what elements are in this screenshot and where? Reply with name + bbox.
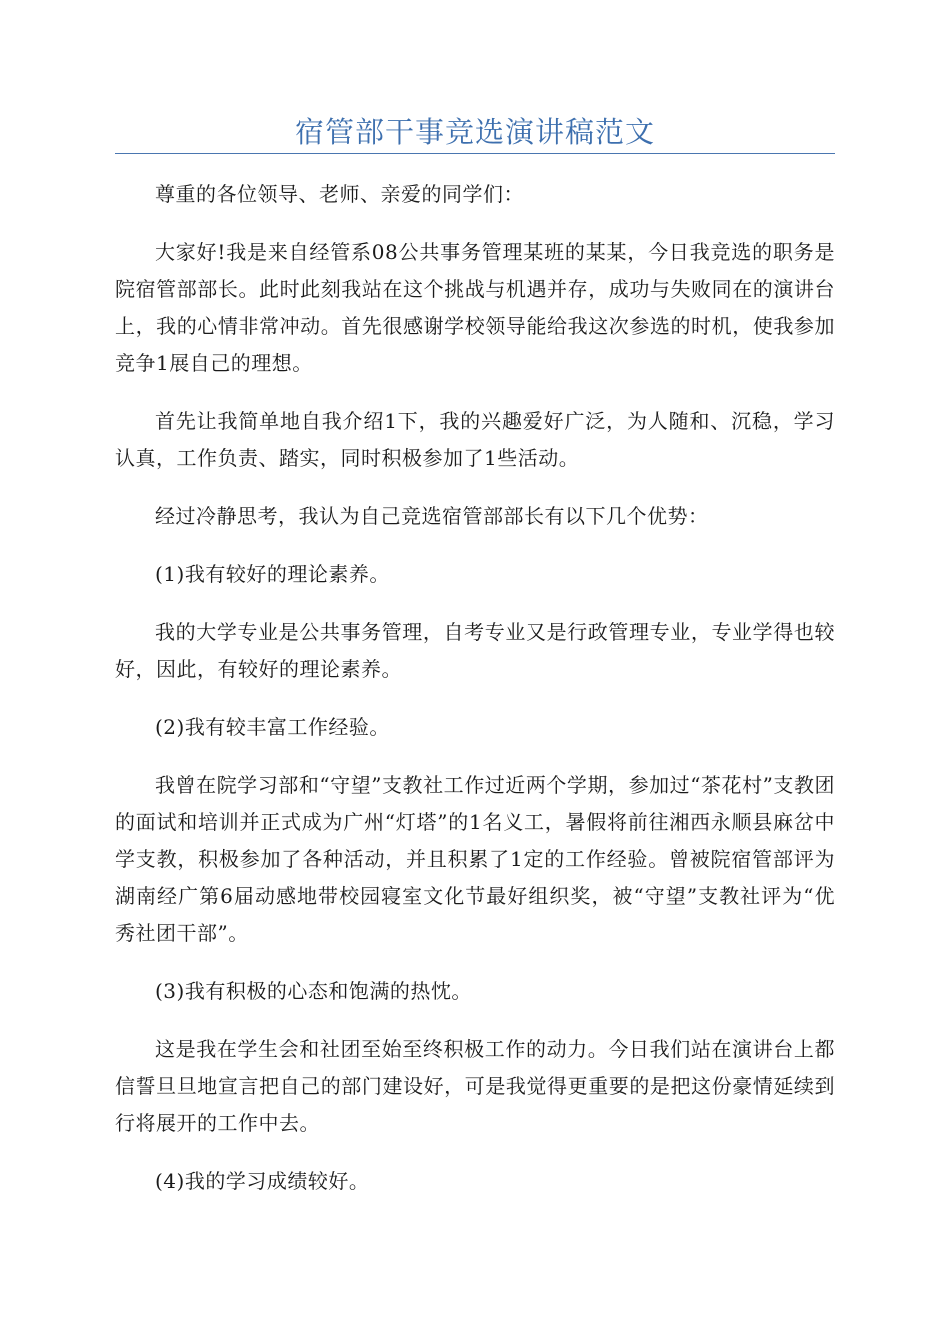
- paragraph-salutation: 尊重的各位领导、老师、亲爱的同学们：: [155, 182, 524, 206]
- paragraph-self-intro: 首先让我简单地自我介绍1下，我的兴趣爱好广泛，为人随和、沉稳，学习认真，工作负责、踏实，同时积极参加了1些活动。: [115, 409, 835, 470]
- paragraph-advantages-lead: 经过冷静思考，我认为自己竞选宿管部部长有以下几个优势：: [155, 504, 709, 528]
- paragraph-point-1-body: 我的大学专业是公共事务管理，自考专业又是行政管理专业，专业学得也较好，因此，有较好的理论素养。: [115, 620, 835, 681]
- paragraph-point-2-heading: (2)我有较丰富工作经验。: [155, 715, 390, 739]
- paragraph-point-3-body: 这是我在学生会和社团至始至终积极工作的动力。今日我们站在演讲台上都信誓旦旦地宣言把自己的部门建设好，可是我觉得更重要的是把这份豪情延续到行将展开的工作中去。: [115, 1037, 835, 1135]
- paragraph-introduction: 大家好!我是来自经管系08公共事务管理某班的某某，今日我竞选的职务是院宿管部部长。此时此刻我站在这个挑战与机遇并存，成功与失败同在的演讲台上，我的心情非常冲动。首先很感谢学校领导能给我这次参选的时机，使我参加竞争1展自己的理想。: [115, 240, 835, 375]
- paragraph-point-3-heading: (3)我有积极的心态和饱满的热忱。: [155, 979, 472, 1003]
- paragraph-point-2-body: 我曾在院学习部和“守望”支教社工作过近两个学期，参加过“茶花村”支教团的面试和培训并正式成为广州“灯塔”的1名义工，暑假将前往湘西永顺县麻岔中学支教，积极参加了各种活动，并且积累了1定的工作经验。曾被院宿管部评为湖南经广第6届动感地带校园寝室文化节最好组织奖，被“守望”支教社评为“优秀社团干部”。: [115, 773, 835, 945]
- document-title: 宿管部干事竞选演讲稿范文: [294, 115, 655, 149]
- title-underline: [115, 153, 835, 154]
- paragraph-point-1-heading: (1)我有较好的理论素养。: [155, 562, 390, 586]
- document-body: [115, 176, 835, 1221]
- paragraph-point-4-heading: (4)我的学习成绩较好。: [155, 1169, 370, 1193]
